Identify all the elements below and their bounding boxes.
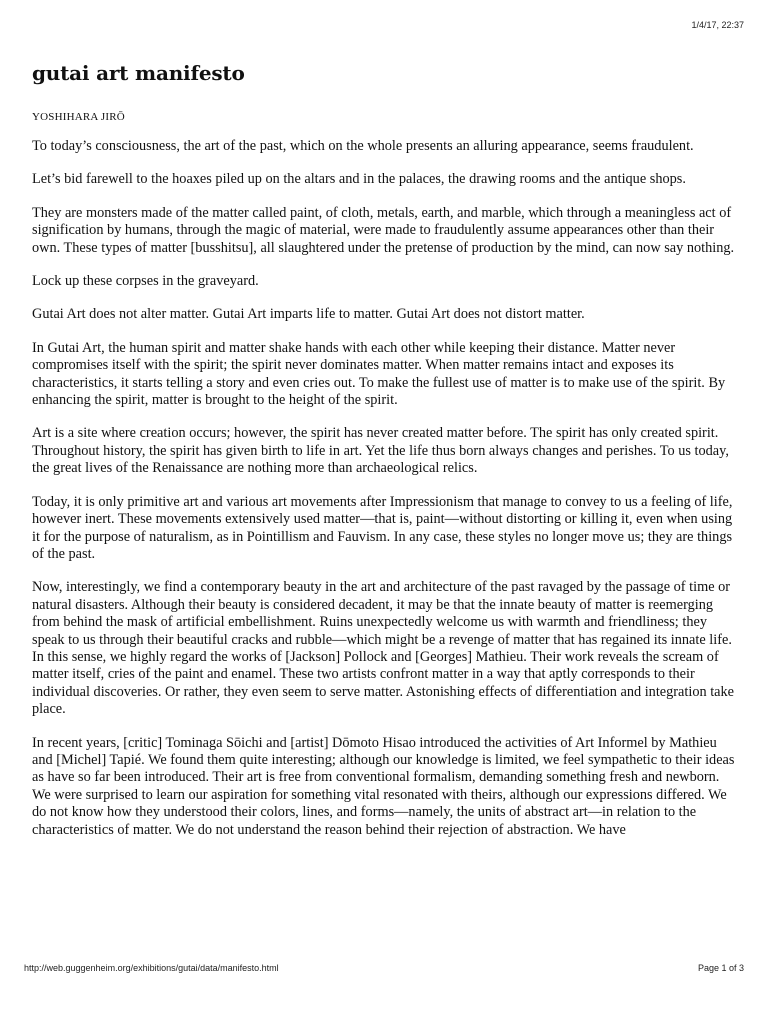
print-header-datetime: 1/4/17, 22:37	[691, 20, 744, 30]
paragraph: In Gutai Art, the human spirit and matter shake hands with each other while keeping their distance. Matter never compromises itself with the spirit; the spirit never dominates matter. When matter remains intact and exposes its characteristics, it starts telling a story and even cries out. To make the fullest use of matter is to make use of the spirit. By enhancing the spirit, matter is brought to the height of the spirit.	[32, 339, 726, 409]
paragraph: Art is a site where creation occurs; however, the spirit has never created matter before. The spirit has only created spirit. Throughout history, the spirit has given birth to life in art. Yet the life thus born always changes and perishes. To us today, the great lives of the Renaissance are nothing more than archaeological relics.	[32, 425, 729, 477]
paragraph: Let’s bid farewell to the hoaxes piled up on the altars and in the palaces, the drawing rooms and the antique shops.	[32, 171, 686, 188]
paragraph: They are monsters made of the matter called paint, of cloth, metals, earth, and marble, which through a meaningless act of signification by humans, through the magic of material, were made to fraudulently assume appearances other than their own. These types of matter [busshitsu], all slaughtered under the pretense of production by the mind, can now say nothing.	[32, 204, 735, 256]
article	[32, 58, 736, 855]
paragraph: Lock up these corpses in the graveyard.	[32, 273, 259, 290]
article-author: YOSHIHARA JIRŌ	[32, 111, 125, 123]
paragraph: Now, interestingly, we find a contemporary beauty in the art and architecture of the past ravaged by the passage of time or natural disasters. Although their beauty is considered decadent, it may be that the innate beauty of matter is reemerging from behind the mask of artificial embellishment. Ruins unexpectedly welcome us with warmth and friendliness; they speak to us through their beautiful cracks and rubble—which might be a revenge of matter that has regained its innate life. In this sense, we highly regard the works of [Jackson] Pollock and [Georges] Mathieu. Their work reveals the scream of matter itself, cries of the paint and enamel. These two artists confront matter in a way that aptly corresponds to their individual discoveries. Or rather, they even seem to serve matter. Astonishing effects of differentiation and integration take place.	[32, 579, 735, 718]
paragraph: To today’s consciousness, the art of the past, which on the whole presents an alluring appearance, seems fraudulent.	[32, 138, 694, 154]
paragraph: Today, it is only primitive art and various art movements after Impressionism that manage to convey to us a feeling of life, however inert. These movements extensively used matter—that is, paint—without distorting or killing it, even when using it for the purpose of naturalism, as in Pointillism and Fauvism. In any case, these styles no longer move us; they are things of the past.	[32, 493, 733, 562]
paragraph: In recent years, [critic] Tominaga Sōichi and [artist] Dōmoto Hisao introduced the activities of Art Informel by Mathieu and [Michel] Tapié. We found them quite interesting; although our knowledge is limited, we feel sympathetic to their ideas as have so far been introduced. Their art is free from conventional formalism, demanding something fresh and newborn. We were surprised to learn our aspiration for something vital resonated with theirs, although our expressions differed. We do not know how they understood their colors, lines, and forms—namely, the units of abstract art—in relation to the characteristics of matter. We do not understand the reason behind their rejection of abstraction. We have	[32, 734, 735, 838]
print-footer-url: http://web.guggenheim.org/exhibitions/gutai/data/manifesto.html	[24, 963, 279, 973]
article-title: gutai art manifesto	[32, 61, 245, 85]
print-footer-page-number: Page 1 of 3	[697, 963, 744, 973]
paragraph: Gutai Art does not alter matter. Gutai Art imparts life to matter. Gutai Art does not distort matter.	[32, 306, 585, 323]
